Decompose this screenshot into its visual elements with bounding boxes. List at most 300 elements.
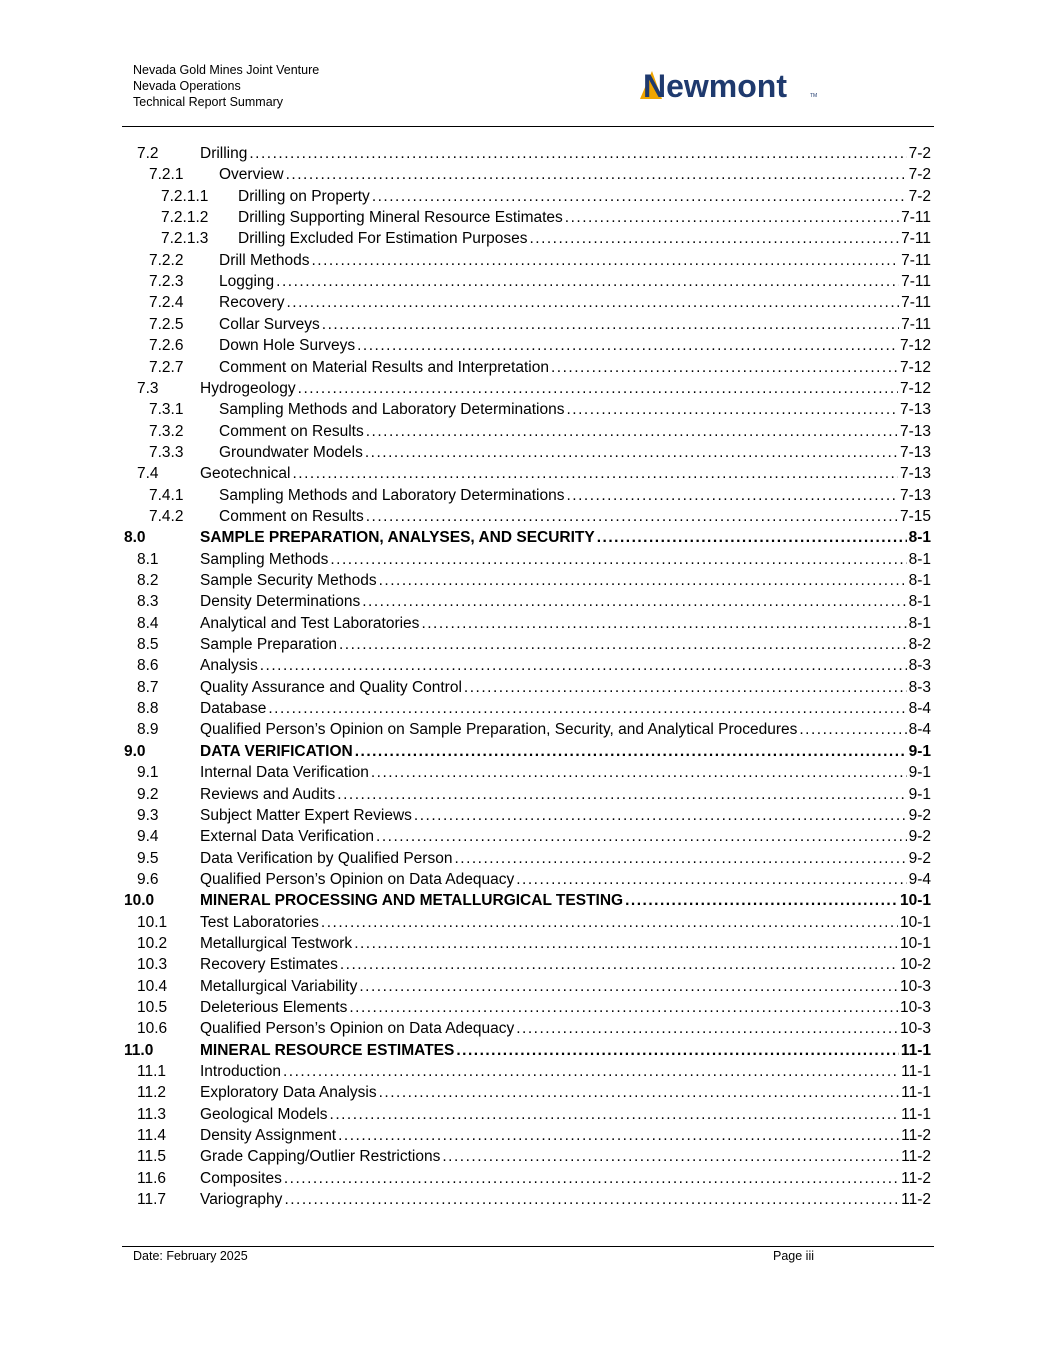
toc-entry-page: 9-1: [908, 764, 931, 782]
toc-entry-page: 9-2: [908, 806, 931, 824]
toc-entry-number: 8.2: [137, 572, 159, 589]
toc-leader-dots: [260, 655, 907, 676]
toc-entry-title: Qualified Person’s Opinion on Data Adequacy: [200, 870, 515, 888]
toc-entry-number: 9.2: [137, 785, 159, 803]
toc-leader-dots: [376, 826, 907, 847]
toc-entry-number: 10.0: [124, 892, 155, 910]
toc-leader-dots: [337, 784, 906, 805]
toc-entry-number: 8.3: [137, 593, 159, 611]
toc-entry-number: 8.9: [137, 721, 159, 739]
toc-entry-page: 10-3: [899, 1020, 931, 1038]
toc-entry-title: Recovery Estimates: [200, 956, 338, 974]
footer-divider: [122, 1246, 934, 1247]
toc-entry-page: 8-3: [908, 657, 931, 675]
toc-entry[interactable]: [0, 549, 1055, 570]
toc-entry[interactable]: [0, 784, 1055, 805]
toc-entry-number: 9.6: [137, 870, 159, 888]
toc-entry-page: 7-11: [901, 209, 931, 227]
toc-entry-page: 7-11: [901, 294, 931, 312]
header-report-type: Technical Report Summary: [133, 95, 284, 109]
toc-entry-title-line: [200, 591, 931, 612]
toc-entry-page: 9-1: [908, 742, 931, 760]
toc-entry-number: 7.2.4: [149, 294, 184, 312]
toc-entry[interactable]: [0, 399, 1055, 420]
toc-entry[interactable]: [0, 378, 1055, 399]
toc-entry-number: 7.4: [137, 465, 159, 483]
toc-leader-dots: [625, 890, 898, 911]
toc-entry-title: Hydrogeology: [200, 379, 296, 397]
toc-entry[interactable]: [0, 1061, 1055, 1082]
toc-entry[interactable]: [0, 1189, 1055, 1210]
toc-leader-dots: [292, 463, 897, 484]
toc-entry-number: 11.7: [137, 1191, 167, 1209]
toc-entry-title-line: [200, 549, 931, 570]
toc-entry-page: 11-1: [901, 1105, 931, 1123]
toc-entry-page: 7-15: [899, 507, 931, 525]
toc-leader-dots: [322, 314, 899, 335]
toc-entry-number: 7.4.1: [149, 486, 184, 504]
toc-entry-title: Drilling on Property: [238, 187, 370, 205]
toc-entry-title-line: [219, 292, 931, 313]
toc-entry-page: 7-12: [899, 358, 931, 376]
toc-leader-dots: [597, 527, 907, 548]
toc-entry-number: 7.4.2: [149, 507, 184, 525]
header-operations: Nevada Operations: [133, 79, 241, 93]
toc-entry-page: 10-1: [899, 913, 931, 931]
toc-entry-number: 7.3.2: [149, 422, 184, 440]
toc-entry-number: 7.3: [137, 379, 159, 397]
toc-entry[interactable]: [0, 634, 1055, 655]
toc-leader-dots: [529, 228, 899, 249]
toc-entry-title: Geotechnical: [200, 465, 291, 483]
toc-entry-title: Comment on Results: [219, 507, 364, 525]
toc-entry-page: 9-2: [908, 828, 931, 846]
toc-entry-page: 8-1: [908, 572, 931, 589]
toc-entry-title: Geological Models: [200, 1105, 328, 1123]
logo-trademark: TM: [810, 93, 818, 99]
toc-entry-title-line: [200, 848, 931, 869]
toc-entry[interactable]: [0, 997, 1055, 1018]
toc-entry-title: Down Hole Surveys: [219, 337, 356, 355]
toc-entry-page: 7-2: [908, 166, 931, 184]
toc-entry-title: Sampling Methods and Laboratory Determinations: [219, 486, 565, 504]
toc-entry[interactable]: [0, 463, 1055, 484]
toc-entry-page: 8-3: [908, 678, 931, 696]
toc-entry-page: 7-13: [899, 422, 931, 440]
toc-entry-title: Sample Security Methods: [200, 572, 377, 589]
toc-entry-title: Groundwater Models: [219, 443, 363, 461]
toc-entry-title-line: [200, 762, 931, 783]
toc-leader-dots: [283, 1061, 899, 1082]
toc-entry-number: 8.8: [137, 700, 159, 718]
toc-leader-dots: [359, 976, 898, 997]
toc-entry-number: 8.6: [137, 657, 159, 675]
toc-entry-page: 7-11: [901, 315, 931, 333]
toc-entry-title: Deleterious Elements: [200, 999, 348, 1016]
toc-leader-dots: [330, 549, 906, 570]
toc-entry-page: 7-12: [899, 337, 931, 355]
toc-entry-number: 11.4: [137, 1127, 167, 1145]
toc-entry-number: 11.2: [137, 1084, 167, 1102]
toc-entry-page: 7-2: [908, 187, 931, 205]
toc-entry-title: MINERAL RESOURCE ESTIMATES: [200, 1041, 455, 1059]
toc-entry-number: 7.2.1.1: [161, 187, 209, 205]
toc-entry-title: Drill Methods: [219, 251, 310, 269]
toc-entry-number: 9.0: [124, 742, 146, 760]
toc-entry-title: Drilling Excluded For Estimation Purposes: [238, 230, 528, 248]
toc-entry-number: 8.5: [137, 636, 159, 654]
toc-leader-dots: [268, 698, 906, 719]
toc-entry-title-line: [200, 634, 931, 655]
toc-entry-title-line: [200, 976, 931, 997]
toc-entry[interactable]: [0, 442, 1055, 463]
toc-entry-title-line: [200, 527, 931, 548]
toc-entry-title-line: [200, 1168, 931, 1189]
toc-entry[interactable]: [0, 655, 1055, 676]
toc-entry[interactable]: [0, 1040, 1055, 1061]
toc-entry-title-line: [200, 1125, 931, 1146]
toc-entry-title: Density Assignment: [200, 1127, 337, 1145]
toc-entry-number: 8.0: [124, 529, 146, 547]
toc-entry-title: Density Determinations: [200, 593, 361, 611]
toc-entry-title: Qualified Person’s Opinion on Sample Preparation, Security, and Analytical Procedures: [200, 721, 798, 739]
toc-entry-title-line: [219, 250, 931, 271]
toc-entry[interactable]: [0, 677, 1055, 698]
toc-entry-title-line: [200, 719, 931, 740]
toc-leader-dots: [339, 634, 907, 655]
toc-entry-title-line: [238, 186, 931, 207]
toc-entry[interactable]: [0, 1125, 1055, 1146]
toc-leader-dots: [456, 1040, 898, 1061]
toc-entry-page: 10-2: [899, 956, 931, 974]
toc-entry-title: MINERAL PROCESSING AND METALLURGICAL TESTING: [200, 892, 624, 910]
toc-entry-number: 11.1: [137, 1063, 167, 1081]
toc-leader-dots: [249, 143, 906, 164]
toc-entry[interactable]: [0, 805, 1055, 826]
toc-entry-page: 11-1: [900, 1041, 931, 1059]
toc-entry-page: 7-11: [901, 251, 931, 269]
toc-entry-page: 7-11: [901, 230, 931, 248]
toc-entry-title: Comment on Material Results and Interpretation: [219, 358, 549, 376]
toc-entry-title-line: [219, 399, 931, 420]
toc-entry-title-line: [200, 741, 931, 762]
toc-entry[interactable]: [0, 976, 1055, 997]
toc-entry-page: 7-13: [899, 401, 931, 419]
toc-entry-page: 8-1: [908, 593, 931, 611]
toc-entry-number: 8.1: [137, 550, 159, 568]
toc-entry[interactable]: [0, 292, 1055, 313]
toc-entry-title-line: [200, 378, 931, 399]
toc-entry[interactable]: [0, 570, 1055, 591]
toc-entry[interactable]: [0, 207, 1055, 228]
toc-entry-page: 11-2: [901, 1191, 931, 1209]
toc-entry-title-line: [219, 485, 931, 506]
toc-entry-number: 8.7: [137, 678, 159, 696]
header-divider: [122, 126, 934, 127]
toc-entry-title-line: [200, 613, 931, 634]
toc-leader-dots: [311, 250, 899, 271]
toc-entry-number: 9.5: [137, 849, 159, 867]
toc-entry-title: Sample Preparation: [200, 636, 337, 654]
toc-leader-dots: [340, 954, 898, 975]
toc-entry-title: Sampling Methods and Laboratory Determinations: [219, 401, 565, 419]
toc-entry-number: 7.2.1: [149, 166, 184, 184]
toc-entry[interactable]: [0, 954, 1055, 975]
toc-entry-page: 11-2: [901, 1148, 931, 1166]
toc-entry-title-line: [200, 997, 931, 1018]
toc-entry[interactable]: [0, 869, 1055, 890]
toc-entry[interactable]: [0, 1104, 1055, 1125]
toc-entry-number: 7.2.3: [149, 273, 184, 291]
document-header: [133, 62, 319, 110]
toc-leader-dots: [799, 719, 906, 740]
toc-entry-page: 8-1: [908, 550, 931, 568]
toc-leader-dots: [298, 378, 898, 399]
toc-entry-title-line: [219, 421, 931, 442]
toc-entry-title: Comment on Results: [219, 422, 364, 440]
toc-entry-number: 7.3.1: [149, 401, 184, 419]
toc-entry-page: 7-2: [908, 145, 931, 162]
toc-entry-title-line: [238, 228, 931, 249]
toc-leader-dots: [286, 292, 899, 313]
toc-entry-page: 7-13: [899, 465, 931, 483]
toc-entry-page: 11-1: [901, 1063, 931, 1081]
toc-entry[interactable]: [0, 143, 1055, 164]
toc-leader-dots: [567, 485, 898, 506]
toc-entry-page: 8-1: [908, 529, 931, 547]
toc-entry-page: 11-2: [901, 1127, 931, 1145]
toc-leader-dots: [371, 762, 907, 783]
toc-leader-dots: [442, 1146, 899, 1167]
toc-entry-title: Overview: [219, 166, 284, 184]
toc-entry-number: 9.3: [137, 806, 159, 824]
toc-entry[interactable]: [0, 762, 1055, 783]
toc-leader-dots: [366, 506, 898, 527]
toc-entry[interactable]: [0, 421, 1055, 442]
toc-leader-dots: [284, 1168, 899, 1189]
toc-entry-title-line: [200, 1104, 931, 1125]
toc-entry[interactable]: [0, 912, 1055, 933]
toc-entry-title: Introduction: [200, 1063, 281, 1081]
toc-entry-title-line: [200, 698, 931, 719]
toc-entry-page: 7-13: [899, 443, 931, 461]
toc-entry-title-line: [200, 869, 931, 890]
toc-entry[interactable]: [0, 1168, 1055, 1189]
toc-leader-dots: [276, 271, 899, 292]
toc-entry-title: SAMPLE PREPARATION, ANALYSES, AND SECURITY: [200, 529, 595, 547]
toc-entry[interactable]: [0, 613, 1055, 634]
toc-entry[interactable]: [0, 848, 1055, 869]
toc-leader-dots: [454, 848, 906, 869]
toc-entry-title: Metallurgical Testwork: [200, 934, 353, 952]
toc-leader-dots: [565, 207, 899, 228]
toc-leader-dots: [321, 912, 898, 933]
toc-entry[interactable]: [0, 890, 1055, 911]
footer-date: Date: February 2025: [133, 1249, 248, 1263]
toc-entry[interactable]: [0, 933, 1055, 954]
toc-leader-dots: [365, 442, 898, 463]
toc-entry-number: 7.3.3: [149, 443, 184, 461]
toc-entry[interactable]: [0, 506, 1055, 527]
toc-entry-page: 8-4: [908, 700, 931, 718]
toc-leader-dots: [516, 869, 906, 890]
toc-entry-title: Database: [200, 700, 267, 718]
header-company: Nevada Gold Mines Joint Venture: [133, 63, 320, 77]
toc-entry[interactable]: [0, 1018, 1055, 1039]
toc-entry-title: Sampling Methods: [200, 550, 329, 568]
toc-entry-number: 7.2: [137, 145, 159, 162]
toc-leader-dots: [372, 186, 907, 207]
toc-entry-number: 11.6: [137, 1169, 167, 1187]
toc-entry-page: 7-11: [901, 273, 931, 291]
toc-leader-dots: [330, 1104, 900, 1125]
toc-leader-dots: [362, 591, 906, 612]
toc-leader-dots: [338, 1125, 899, 1146]
toc-entry-title-line: [200, 655, 931, 676]
toc-entry-number: 7.2.1.3: [161, 230, 209, 248]
toc-entry-number: 7.2.2: [149, 251, 184, 269]
toc-entry[interactable]: [0, 698, 1055, 719]
toc-entry-number: 11.3: [137, 1105, 167, 1123]
toc-entry-page: 9-4: [908, 870, 931, 888]
toc-entry-title: Data Verification by Qualified Person: [200, 849, 453, 867]
toc-entry-title-line: [200, 890, 931, 911]
toc-entry-number: 10.2: [137, 934, 168, 952]
toc-entry-title: Internal Data Verification: [200, 764, 369, 782]
toc-leader-dots: [355, 741, 907, 762]
toc-entry-title: Logging: [219, 273, 275, 291]
toc-entry[interactable]: [0, 1146, 1055, 1167]
toc-entry[interactable]: [0, 719, 1055, 740]
toc-entry-title-line: [219, 335, 931, 356]
toc-entry-title: Drilling: [200, 145, 248, 162]
toc-leader-dots: [567, 399, 898, 420]
toc-entry-number: 10.6: [137, 1020, 168, 1038]
toc-entry-page: 8-2: [908, 636, 931, 654]
toc-leader-dots: [349, 997, 898, 1018]
toc-entry-title: Drilling Supporting Mineral Resource Estimates: [238, 209, 563, 227]
toc-leader-dots: [421, 613, 906, 634]
toc-entry-title: Analytical and Test Laboratories: [200, 614, 420, 632]
toc-entry[interactable]: [0, 271, 1055, 292]
toc-entry-title-line: [200, 933, 931, 954]
toc-entry-number: 11.5: [137, 1148, 167, 1166]
toc-entry-title: Recovery: [219, 294, 285, 312]
toc-entry-title-line: [200, 1040, 931, 1061]
toc-entry-title-line: [200, 954, 931, 975]
toc-entry-title: Grade Capping/Outlier Restrictions: [200, 1148, 441, 1166]
toc-entry-title-line: [200, 1082, 931, 1103]
toc-entry-title: Collar Surveys: [219, 315, 320, 333]
toc-entry-title-line: [200, 805, 931, 826]
toc-entry[interactable]: [0, 186, 1055, 207]
toc-entry-page: 8-4: [908, 721, 931, 739]
toc-entry-title-line: [200, 1061, 931, 1082]
toc-entry-title-line: [200, 826, 931, 847]
toc-entry[interactable]: [0, 1082, 1055, 1103]
toc-entry-title: Composites: [200, 1169, 282, 1187]
toc-entry-number: 8.4: [137, 614, 159, 632]
toc-entry-page: 9-2: [908, 849, 931, 867]
toc-entry-title-line: [200, 1146, 931, 1167]
toc-entry-title: Analysis: [200, 657, 258, 675]
toc-entry-title: External Data Verification: [200, 828, 375, 846]
logo-wordmark: Newmont: [643, 68, 787, 104]
toc-entry-number: 7.2.6: [149, 337, 184, 355]
toc-entry[interactable]: [0, 228, 1055, 249]
toc-entry-title-line: [200, 1018, 931, 1039]
toc-entry[interactable]: [0, 335, 1055, 356]
toc-entry-number: 7.2.5: [149, 315, 184, 333]
toc-entry-title-line: [219, 314, 931, 335]
toc-entry-page: 8-1: [908, 614, 931, 632]
toc-entry-page: 7-12: [899, 379, 931, 397]
toc-entry[interactable]: [0, 250, 1055, 271]
toc-leader-dots: [414, 805, 907, 826]
toc-leader-dots: [551, 357, 898, 378]
toc-entry-title-line: [200, 677, 931, 698]
toc-entry-number: 7.2.7: [149, 358, 184, 376]
toc-entry-title-line: [200, 912, 931, 933]
toc-leader-dots: [379, 570, 907, 591]
toc-entry-number: 9.4: [137, 828, 159, 846]
toc-leader-dots: [284, 1189, 899, 1210]
toc-entry-number: 10.5: [137, 999, 168, 1016]
toc-entry-title-line: [219, 442, 931, 463]
toc-entry-title: Variography: [200, 1191, 283, 1209]
toc-entry-number: 10.4: [137, 977, 168, 995]
toc-entry-page: 7-13: [899, 486, 931, 504]
toc-entry[interactable]: [0, 741, 1055, 762]
toc-leader-dots: [516, 1018, 898, 1039]
toc-leader-dots: [366, 421, 898, 442]
toc-entry[interactable]: [0, 485, 1055, 506]
toc-leader-dots: [286, 164, 907, 185]
toc-entry-title-line: [238, 207, 931, 228]
toc-entry[interactable]: [0, 314, 1055, 335]
toc-entry[interactable]: [0, 591, 1055, 612]
toc-entry-title: Qualified Person’s Opinion on Data Adequacy: [200, 1020, 515, 1038]
toc-entry-title-line: [200, 1189, 931, 1210]
toc-entry-page: 10-3: [899, 977, 931, 995]
toc-entry-title-line: [219, 506, 931, 527]
toc-entry-title: DATA VERIFICATION: [200, 742, 353, 760]
toc-entry-title: Exploratory Data Analysis: [200, 1084, 377, 1102]
toc-entry-title-line: [200, 463, 931, 484]
toc-leader-dots: [354, 933, 898, 954]
toc-entry-title: Subject Matter Expert Reviews: [200, 806, 412, 824]
toc-entry[interactable]: [0, 357, 1055, 378]
toc-entry-number: 7.2.1.2: [161, 209, 209, 227]
toc-entry[interactable]: [0, 164, 1055, 185]
toc-leader-dots: [357, 335, 898, 356]
toc-entry-title-line: [200, 784, 931, 805]
toc-entry-title-line: [200, 570, 931, 591]
toc-entry-title-line: [219, 164, 931, 185]
toc-entry-number: 9.1: [137, 764, 159, 782]
toc-entry-title: Metallurgical Variability: [200, 977, 358, 995]
toc-entry-page: 10-1: [899, 892, 931, 910]
toc-entry-number: 10.3: [137, 956, 168, 974]
toc-entry-title: Reviews and Audits: [200, 785, 336, 803]
toc-entry[interactable]: [0, 527, 1055, 548]
toc-leader-dots: [379, 1082, 900, 1103]
toc-entry-page: 10-3: [899, 999, 931, 1016]
newmont-logo: [640, 66, 840, 106]
toc-entry-title-line: [200, 143, 931, 164]
toc-entry[interactable]: [0, 826, 1055, 847]
toc-entry-title-line: [219, 271, 931, 292]
